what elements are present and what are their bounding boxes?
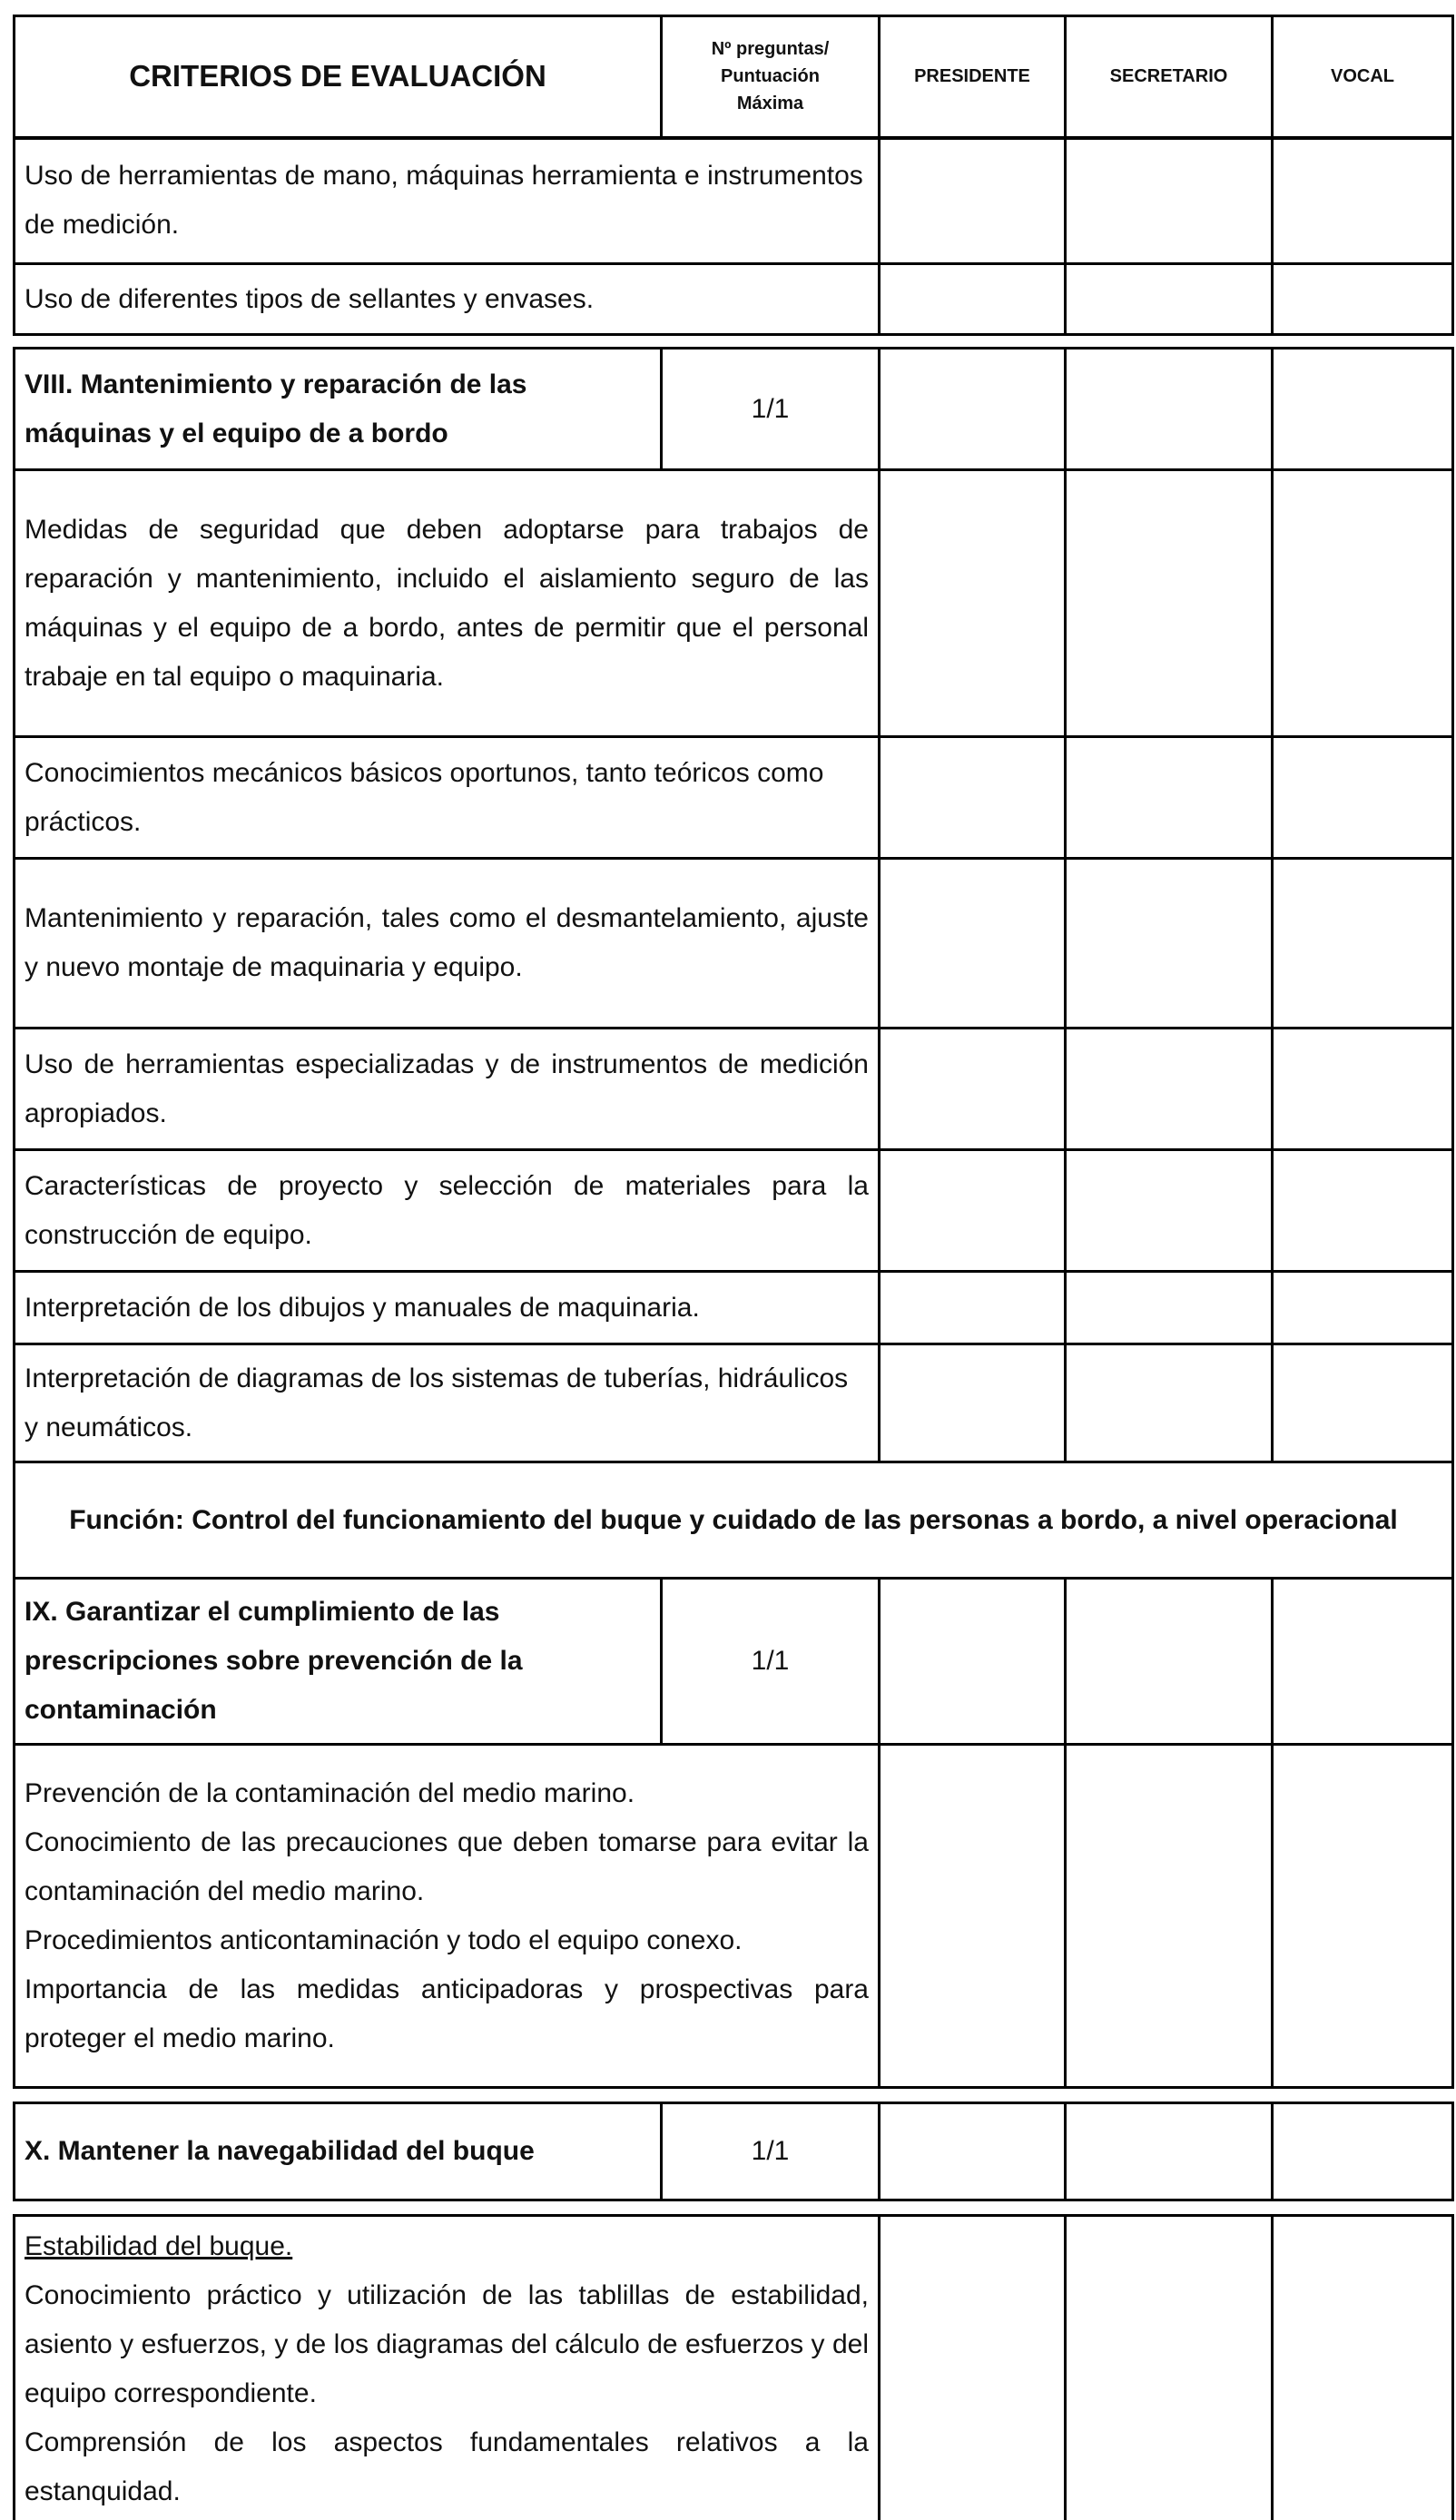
secretario-cell xyxy=(1066,1344,1273,1462)
vocal-cell xyxy=(1273,349,1453,470)
criteria-row xyxy=(15,138,1453,264)
section-score: 1/1 xyxy=(662,1579,880,1745)
vocal-cell xyxy=(1273,1344,1453,1462)
vocal-cell xyxy=(1273,1579,1453,1745)
criteria-text: Uso de diferentes tipos de sellantes y envases. xyxy=(15,264,880,335)
vocal-cell xyxy=(1273,1272,1453,1344)
secretario-cell xyxy=(1066,264,1273,335)
funcion-row xyxy=(15,1462,1453,1579)
vocal-cell xyxy=(1273,2216,1453,2520)
criteria-text: Conocimientos mecánicos básicos oportunos, tanto teóricos como prácticos. xyxy=(15,737,880,859)
secretario-cell xyxy=(1066,1150,1273,1272)
criteria-row xyxy=(15,1344,1453,1462)
criteria-text: Interpretación de los dibujos y manuales de maquinaria. xyxy=(15,1272,880,1344)
vocal-cell xyxy=(1273,1150,1453,1272)
presidente-cell xyxy=(880,349,1066,470)
section-row xyxy=(15,2103,1453,2200)
presidente-cell xyxy=(880,1344,1066,1462)
funcion-text: Función: Control del funcionamiento del buque y cuidado de las personas a bordo, a nivel operacional xyxy=(15,1462,1453,1579)
presidente-cell xyxy=(880,2103,1066,2200)
vocal-cell xyxy=(1273,1029,1453,1150)
secretario-cell xyxy=(1066,1272,1273,1344)
header-preguntas-label xyxy=(662,16,880,138)
criteria-text: Uso de herramientas especializadas y de instrumentos de medición apropiados. xyxy=(15,1029,880,1150)
vocal-cell xyxy=(1273,737,1453,859)
header-presidente-label: PRESIDENTE xyxy=(880,16,1066,138)
criteria-paragraph: Conocimiento de las precauciones que deben tomarse para evitar la contaminación del medio marino. xyxy=(25,1826,869,1906)
presidente-cell xyxy=(880,264,1066,335)
presidente-cell xyxy=(880,859,1066,1029)
presidente-cell xyxy=(880,1029,1066,1150)
secretario-cell xyxy=(1066,2216,1273,2520)
section-score: 1/1 xyxy=(662,349,880,470)
evaluation-table xyxy=(13,15,1454,2520)
presidente-cell xyxy=(880,470,1066,737)
section-row xyxy=(15,349,1453,470)
vocal-cell xyxy=(1273,264,1453,335)
vocal-cell xyxy=(1273,859,1453,1029)
header-preguntas-line1: Nº preguntas/ xyxy=(711,39,830,60)
criteria-row xyxy=(15,737,1453,859)
presidente-cell xyxy=(880,1579,1066,1745)
vocal-cell xyxy=(1273,470,1453,737)
header-criterios-label: CRITERIOS DE EVALUACIÓN xyxy=(15,16,662,138)
presidente-cell xyxy=(880,138,1066,264)
presidente-cell xyxy=(880,737,1066,859)
criteria-row xyxy=(15,1745,1453,2088)
vocal-cell xyxy=(1273,1745,1453,2088)
criteria-paragraph: Procedimientos anticontaminación y todo el equipo conexo. xyxy=(25,1924,743,1955)
presidente-cell xyxy=(880,2216,1066,2520)
criteria-text xyxy=(15,2216,880,2520)
header-secretario-label: SECRETARIO xyxy=(1066,16,1273,138)
criteria-text: Interpretación de diagramas de los sistemas de tuberías, hidráulicos y neumáticos. xyxy=(15,1344,880,1462)
criteria-paragraph: Comprensión de los aspectos fundamentales relativos a la estanquidad. xyxy=(25,2427,869,2506)
header-preguntas-line2: Puntuación xyxy=(721,66,820,87)
secretario-cell xyxy=(1066,138,1273,264)
section-gap xyxy=(15,335,1453,349)
criteria-row xyxy=(15,470,1453,737)
criteria-underlined-heading: Estabilidad del buque. xyxy=(25,2231,293,2261)
criteria-row xyxy=(15,264,1453,335)
secretario-cell xyxy=(1066,470,1273,737)
criteria-row xyxy=(15,1029,1453,1150)
secretario-cell xyxy=(1066,349,1273,470)
section-row xyxy=(15,1579,1453,1745)
section-title: VIII. Mantenimiento y reparación de las máquinas y el equipo de a bordo xyxy=(15,349,662,470)
criteria-row xyxy=(15,2216,1453,2520)
criteria-text: Uso de herramientas de mano, máquinas herramienta e instrumentos de medición. xyxy=(15,138,880,264)
section-score: 1/1 xyxy=(662,2103,880,2200)
section-gap xyxy=(15,2200,1453,2216)
presidente-cell xyxy=(880,1272,1066,1344)
secretario-cell xyxy=(1066,2103,1273,2200)
criteria-row xyxy=(15,1150,1453,1272)
secretario-cell xyxy=(1066,737,1273,859)
section-title: IX. Garantizar el cumplimiento de las prescripciones sobre prevención de la contaminación xyxy=(15,1579,662,1745)
criteria-row xyxy=(15,1272,1453,1344)
criteria-text: Medidas de seguridad que deben adoptarse para trabajos de reparación y mantenimiento, incluido el aislamiento seguro de las máquinas y el equipo de a bordo, antes de permitir que el personal trabaje en tal equipo o maquinaria. xyxy=(15,470,880,737)
presidente-cell xyxy=(880,1150,1066,1272)
criteria-text xyxy=(15,1745,880,2088)
table-header-row xyxy=(15,16,1453,138)
criteria-paragraph: Prevención de la contaminación del medio marino. xyxy=(25,1777,635,1808)
secretario-cell xyxy=(1066,1745,1273,2088)
header-vocal-label: VOCAL xyxy=(1273,16,1453,138)
header-preguntas-line3: Máxima xyxy=(736,94,804,114)
secretario-cell xyxy=(1066,1579,1273,1745)
criteria-text: Mantenimiento y reparación, tales como el desmantelamiento, ajuste y nuevo montaje de maquinaria y equipo. xyxy=(15,859,880,1029)
criteria-row xyxy=(15,859,1453,1029)
section-gap xyxy=(15,2088,1453,2103)
presidente-cell xyxy=(880,1745,1066,2088)
vocal-cell xyxy=(1273,2103,1453,2200)
secretario-cell xyxy=(1066,859,1273,1029)
section-title: X. Mantener la navegabilidad del buque xyxy=(15,2103,662,2200)
criteria-paragraph: Importancia de las medidas anticipadoras y prospectivas para proteger el medio marino. xyxy=(25,1974,869,2053)
secretario-cell xyxy=(1066,1029,1273,1150)
criteria-text: Características de proyecto y selección de materiales para la construcción de equipo. xyxy=(15,1150,880,1272)
vocal-cell xyxy=(1273,138,1453,264)
criteria-paragraph: Conocimiento práctico y utilización de las tablillas de estabilidad, asiento y esfuerzos, y de los diagramas del cálculo de esfuerzos y del equipo correspondiente. xyxy=(25,2280,869,2408)
